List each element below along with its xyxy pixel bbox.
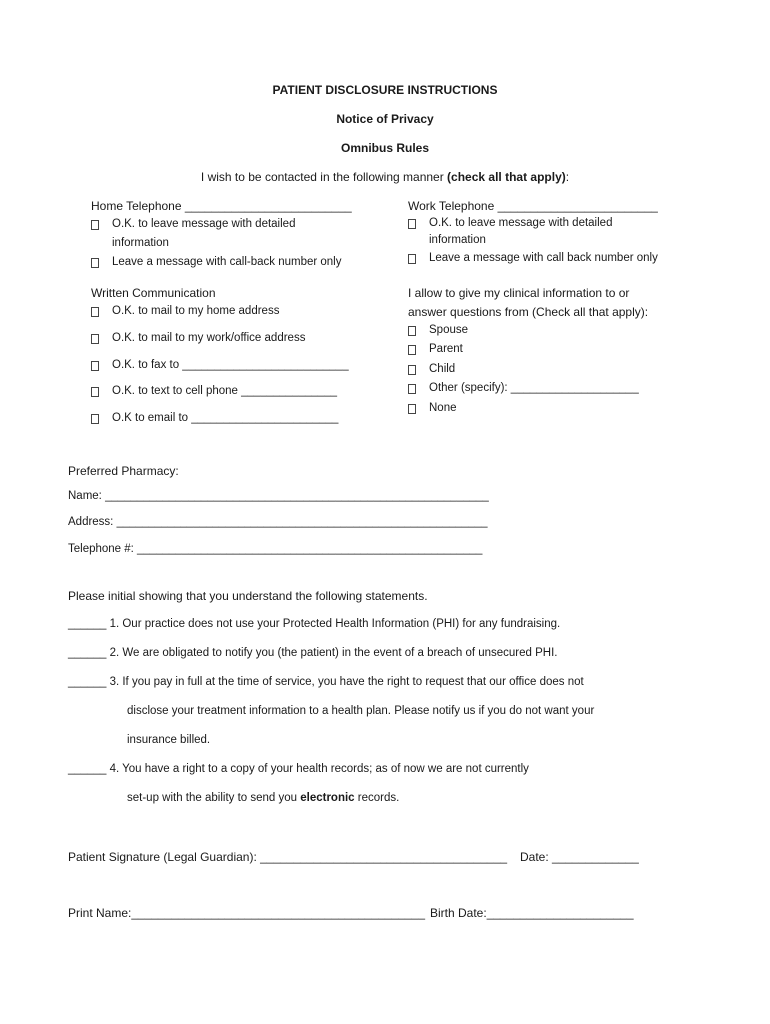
email-checkbox[interactable] <box>91 414 99 424</box>
home-detailed-label-cont: information <box>112 237 169 249</box>
home-detailed-label: O.K. to leave message with detailed <box>112 218 296 230</box>
work-callback-checkbox[interactable] <box>408 254 416 264</box>
mail-home-label: O.K. to mail to my home address <box>112 305 280 317</box>
pharmacy-name-field[interactable]: Name: ____________________________________________________________ <box>68 490 489 502</box>
statement-4-end: records. <box>354 792 400 804</box>
work-detailed-label: O.K. to leave message with detailed <box>429 217 613 229</box>
pharmacy-heading: Preferred Pharmacy: <box>68 464 179 478</box>
statement-4-cont-text: set-up with the ability to send you <box>127 792 301 804</box>
none-option[interactable] <box>408 402 678 418</box>
work-detailed-message-option[interactable] <box>408 217 688 253</box>
email-option[interactable] <box>91 412 371 428</box>
work-telephone-field[interactable]: Work Telephone ________________________ <box>408 199 658 213</box>
birth-date-field[interactable]: Birth Date:______________________ <box>430 906 634 920</box>
fax-label: O.K. to fax to __________________________ <box>112 359 349 371</box>
check-all-note: (check all that apply) <box>447 170 566 184</box>
work-callback-label: Leave a message with call back number only <box>429 252 658 264</box>
statement-3-cont-2: insurance billed. <box>127 734 211 746</box>
work-detailed-label-cont: information <box>429 234 486 246</box>
fax-option[interactable] <box>91 359 371 375</box>
statement-4[interactable]: ______ 4. You have a right to a copy of your health records; as of now we are not currently <box>68 763 529 775</box>
contact-instructions-text: I wish to be contacted in the following manner <box>200 170 448 184</box>
patient-signature-field[interactable]: Patient Signature (Legal Guardian): _____________________________________ <box>68 850 508 864</box>
text-cell-label: O.K. to text to cell phone _______________ <box>112 385 338 397</box>
mail-work-option[interactable] <box>91 332 371 348</box>
child-label: Child <box>429 363 456 375</box>
none-checkbox[interactable] <box>408 404 416 414</box>
contact-instructions <box>0 170 770 184</box>
child-option[interactable] <box>408 363 678 379</box>
other-specify-option[interactable] <box>408 382 678 398</box>
none-label: None <box>429 402 457 414</box>
home-callback-option[interactable] <box>91 256 371 272</box>
spouse-label: Spouse <box>429 324 469 336</box>
home-telephone-field[interactable]: Home Telephone _________________________ <box>91 199 352 213</box>
mail-home-option[interactable] <box>91 305 371 321</box>
child-checkbox[interactable] <box>408 365 416 375</box>
text-cell-option[interactable] <box>91 385 371 401</box>
page-subtitle-omnibus: Omnibus Rules <box>340 141 429 155</box>
parent-checkbox[interactable] <box>408 345 416 355</box>
pharmacy-address-field[interactable]: Address: __________________________________________________________ <box>68 516 488 528</box>
spouse-checkbox[interactable] <box>408 326 416 336</box>
work-callback-option[interactable] <box>408 252 688 268</box>
other-checkbox[interactable] <box>408 384 416 394</box>
mail-home-checkbox[interactable] <box>91 307 99 317</box>
mail-work-checkbox[interactable] <box>91 334 99 344</box>
statement-4-cont <box>127 792 399 804</box>
text-cell-checkbox[interactable] <box>91 387 99 397</box>
written-communication-heading: Written Communication <box>91 286 216 300</box>
fax-checkbox[interactable] <box>91 361 99 371</box>
statement-3[interactable]: ______ 3. If you pay in full at the time of service, you have the right to request that our office does not <box>68 676 584 688</box>
home-callback-label: Leave a message with call-back number only <box>112 256 342 268</box>
home-detailed-message-option[interactable] <box>91 218 371 258</box>
statement-3-cont: disclose your treatment information to a health plan. Please notify us if you do not want your <box>127 705 595 717</box>
signature-date-field[interactable]: Date: _____________ <box>520 850 639 864</box>
spouse-option[interactable] <box>408 324 678 340</box>
statements-heading: Please initial showing that you understand the following statements. <box>68 589 428 603</box>
clinical-info-heading: I allow to give my clinical information to or <box>408 286 630 300</box>
pharmacy-telephone-field[interactable]: Telephone #: ______________________________________________________ <box>68 543 483 555</box>
colon: : <box>565 170 570 184</box>
page-subtitle-privacy: Notice of Privacy <box>336 112 434 126</box>
page-title: PATIENT DISCLOSURE INSTRUCTIONS <box>272 83 498 97</box>
parent-label: Parent <box>429 343 463 355</box>
statement-1[interactable]: ______ 1. Our practice does not use your Protected Health Information (PHI) for any fundraising. <box>68 618 561 630</box>
statement-2[interactable]: ______ 2. We are obligated to notify you (the patient) in the event of a breach of unsecured PHI. <box>68 647 558 659</box>
email-label: O.K to email to _______________________ <box>112 412 339 424</box>
home-callback-checkbox[interactable] <box>91 258 99 268</box>
statement-4-emphasis: electronic <box>300 792 355 804</box>
other-label: Other (specify): ____________________ <box>429 382 639 394</box>
home-detailed-checkbox[interactable] <box>91 220 99 230</box>
parent-option[interactable] <box>408 343 678 359</box>
print-name-field[interactable]: Print Name:____________________________________________ <box>68 906 425 920</box>
clinical-info-heading-cont: answer questions from (Check all that apply): <box>408 305 649 319</box>
mail-work-label: O.K. to mail to my work/office address <box>112 332 306 344</box>
work-detailed-checkbox[interactable] <box>408 219 416 229</box>
